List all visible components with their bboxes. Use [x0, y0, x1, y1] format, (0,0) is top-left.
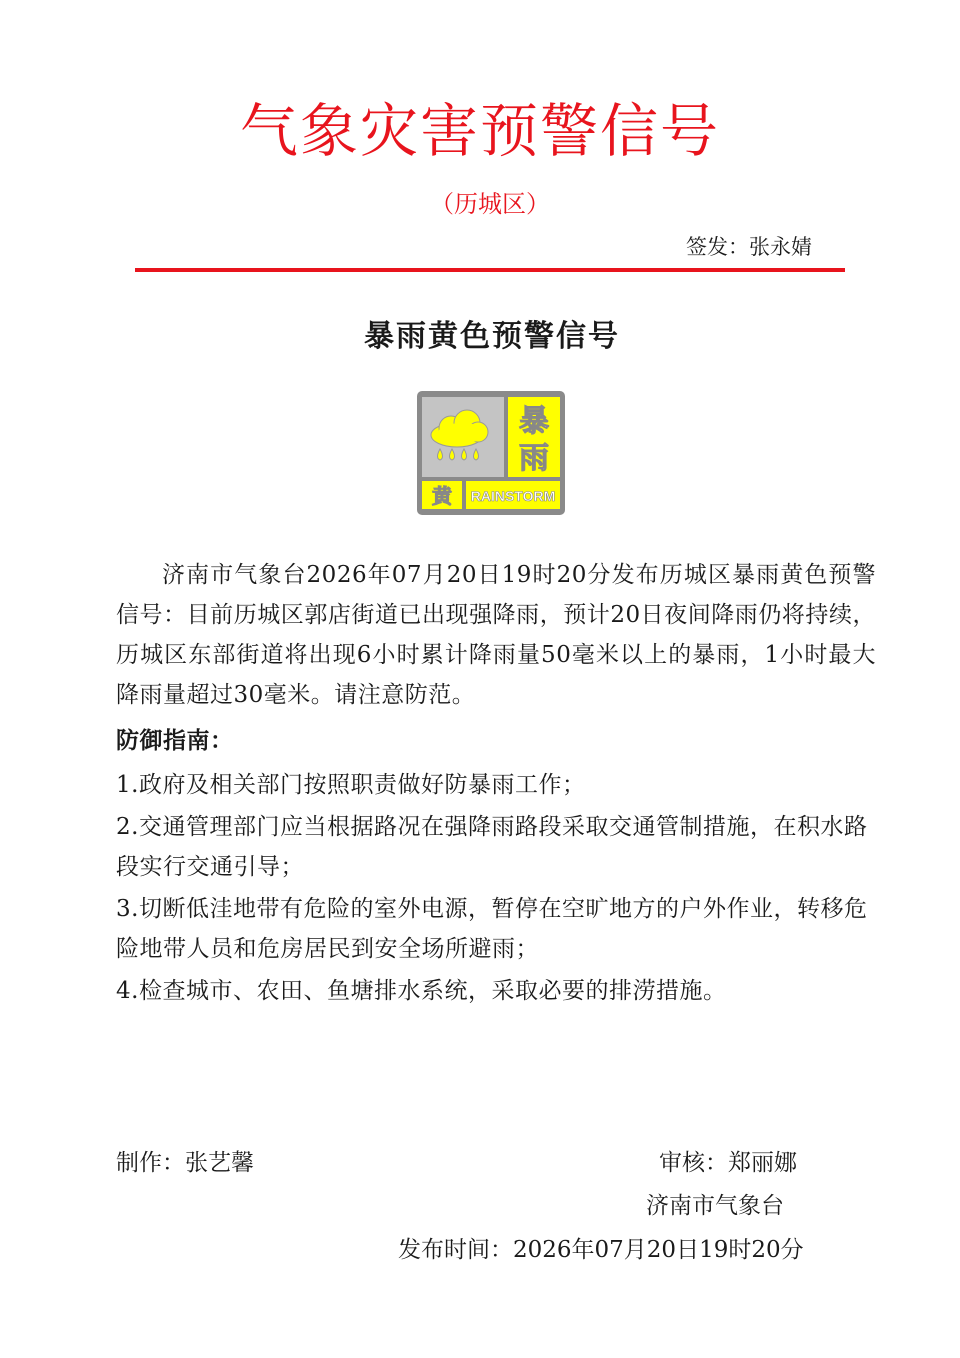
- guide-heading: 防御指南：: [116, 727, 234, 754]
- guide-item: 3.切断低洼地带有危险的室外电源，暂停在空旷地方的户外作业，转移危险地带人员和危房居民到安全场所避雨；: [116, 896, 868, 962]
- signal-title: 暴雨黄色预警信号: [364, 319, 620, 354]
- rainstorm-yellow-badge: [417, 391, 565, 515]
- guide-item: 1.政府及相关部门按照职责做好防暴雨工作；: [116, 772, 586, 798]
- issuer-label: 签发：: [686, 235, 749, 259]
- announcement-paragraph: 济南市气象台2026年07月20日19时20分发布历城区暴雨黄色预警信号：目前历城区郭店街道已出现强降雨，预计20日夜间降雨仍将持续，历城区东部街道将出现6小时累计降雨量50毫米以上的暴雨，1小时最大降雨量超过30毫米。请注意防范。: [116, 562, 876, 708]
- document-title: 气象灾害预警信号: [239, 97, 720, 165]
- reviewer-signature: 审核：郑丽娜: [659, 1150, 797, 1176]
- badge-level-char: 黄: [432, 484, 452, 508]
- badge-english-label: RAINSTORM: [470, 488, 556, 504]
- guide-item: 2.交通管理部门应当根据路况在强降雨路段采取交通管制措施，在积水路段实行交通引导；: [116, 814, 868, 880]
- publish-time: 发布时间：2026年07月20日19时20分: [398, 1237, 804, 1263]
- header-divider: [135, 268, 845, 272]
- district-label: （历城区）: [430, 190, 550, 218]
- guide-item: 4.检查城市、农田、鱼塘排水系统，采取必要的排涝措施。: [116, 978, 727, 1004]
- badge-char-bottom: 雨: [519, 441, 549, 476]
- maker-signature: 制作：张艺馨: [116, 1150, 254, 1176]
- issuer-line: [686, 232, 812, 262]
- badge-char-top: 暴: [519, 404, 549, 439]
- issuing-organization: 济南市气象台: [646, 1193, 784, 1219]
- issuer-name: 张永婧: [749, 235, 812, 259]
- warning-body: [116, 555, 876, 1011]
